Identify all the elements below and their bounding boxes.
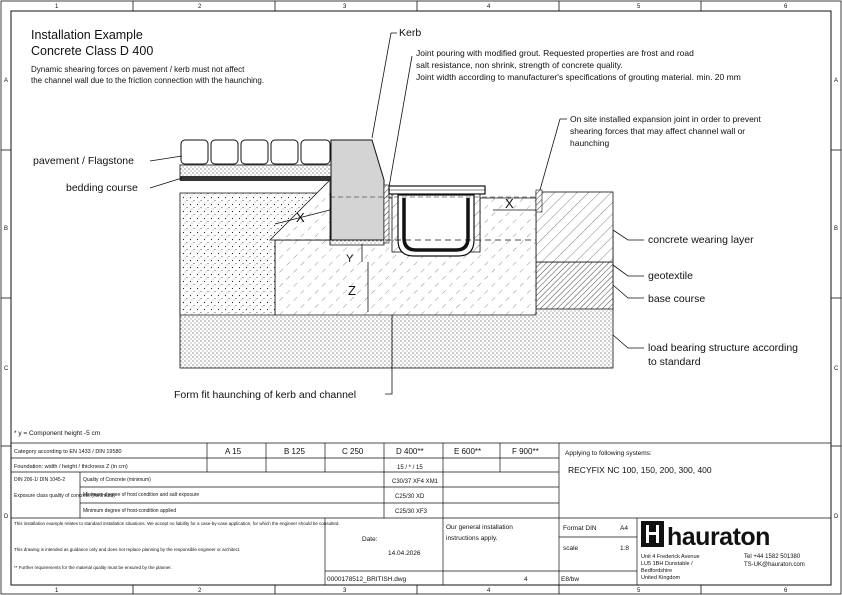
expansion-joint — [536, 190, 542, 212]
callout-haunching: Form fit haunching of kerb and channel — [174, 389, 357, 401]
footnote: * y = Component height -5 cm — [14, 430, 101, 437]
col-num-4-top: 4 — [487, 4, 491, 10]
base-course — [536, 262, 613, 309]
callout-expansion-line3: haunching — [570, 138, 610, 148]
callout-geotextile: geotextile — [648, 270, 693, 282]
edition-code: E8/bw — [561, 576, 580, 583]
quality-concrete-label: Quality of Concrete (minimum) — [83, 477, 151, 483]
row-letter-a-right: A — [834, 78, 839, 84]
row-letter-c-right: C — [834, 366, 839, 372]
general-instructions-line2: instructions apply. — [446, 535, 498, 542]
callout-base-course: base course — [648, 293, 706, 305]
joint-pouring — [384, 185, 389, 243]
dim-x-left: X — [296, 210, 305, 225]
col-num-4-bottom: 4 — [487, 588, 491, 594]
class-d400: D 400** — [396, 447, 424, 456]
col-num-2-bottom: 2 — [198, 588, 202, 594]
bedding-dark-band — [180, 176, 331, 181]
spec-row2-label: Foundation: width / height / thickness Z (in cm) — [14, 464, 128, 470]
value-row1: C30/37 XF4 XM1 — [392, 479, 439, 485]
callout-joint-line3: Joint width according to manufacturer's specifications of grouting material. min. 20 mm — [416, 72, 741, 82]
format-value: A4 — [620, 525, 628, 532]
col-num-2-top: 2 — [198, 4, 202, 10]
col-num-1-top: 1 — [55, 4, 59, 10]
class-f900: F 900** — [512, 447, 539, 456]
col-num-5-top: 5 — [637, 4, 641, 10]
exposure-label: Exposure class quality of concrete (minimum) — [14, 493, 115, 499]
email: TS-UK@hauraton.com — [744, 562, 805, 568]
phone: Tel +44 1582 501380 — [744, 554, 801, 560]
callout-kerb: Kerb — [399, 27, 422, 39]
header-note-line2: the channel wall due to the friction connection with the haunching. — [31, 76, 265, 85]
row-letter-d-right: D — [834, 514, 839, 520]
callout-joint-line1: Joint pouring with modified grout. Requested properties are frost and road — [416, 48, 694, 58]
col-num-1-bottom: 1 — [55, 588, 59, 594]
class-c250: C 250 — [342, 447, 364, 456]
disclaimer-1: This installation example relates to standard installation situations. We accept no liability for a case-by-case application, for which the engineer should be consulted. — [14, 521, 340, 526]
drawing-filename: 0000178512_BRITISH.dwg — [327, 576, 407, 583]
hauraton-logo-icon — [641, 521, 664, 547]
row-letter-c-left: C — [4, 366, 9, 372]
class-a15: A 15 — [225, 447, 242, 456]
value-row3: C25/30 XF3 — [395, 509, 428, 515]
din-label: DIN 206-1/ DIN 1045-2 — [14, 477, 66, 483]
spec-row1-label: Category according to EN 1433 / DIN 19580 — [14, 449, 122, 455]
col-num-6-top: 6 — [784, 4, 788, 10]
foundation-value: 15 / * / 15 — [397, 465, 423, 471]
class-e600: E 600** — [454, 447, 482, 456]
title-line1: Installation Example — [31, 28, 143, 42]
address-line1: Unit 4 Frederick Avenue — [641, 554, 700, 560]
callout-concrete-wearing: concrete wearing layer — [648, 234, 754, 246]
callout-expansion-line2: shearing forces that may affect channel wall or — [570, 126, 746, 136]
scale-value: 1:8 — [620, 545, 630, 552]
callout-joint-line2: salt resistance, non shrink, strength of concrete quality. — [416, 60, 623, 70]
col-num-5-bottom: 5 — [637, 588, 641, 594]
general-instructions-line1: Our general installation — [446, 524, 513, 531]
dim-z: Z — [348, 283, 356, 298]
format-label: Format DIN — [563, 525, 597, 532]
date-value: 14.04.2026 — [388, 550, 421, 557]
disclaimer-3: ** Further requirements for the material quality must be ensured by the planner. — [14, 565, 172, 570]
value-row2: C25/30 XD — [395, 494, 425, 500]
row-letter-a-left: A — [4, 78, 9, 84]
exposure-row1-label: Minimum degree of frost condition and salt exposure — [83, 492, 200, 498]
cross-section — [180, 140, 613, 368]
address-line3: Bedfordshire — [641, 568, 673, 574]
dim-y: Y — [346, 253, 354, 265]
applying-label: Applying to following systems: — [565, 450, 652, 457]
address-line4: United Kingdom — [641, 575, 681, 581]
concrete-wearing-layer — [536, 192, 613, 262]
col-num-3-top: 3 — [343, 4, 347, 10]
title-line2: Concrete Class D 400 — [31, 44, 154, 58]
callout-load-line1: load bearing structure according — [648, 342, 799, 354]
flagstones — [181, 140, 330, 164]
callout-bedding: bedding course — [66, 182, 138, 194]
callout-load-line2: to standard — [648, 356, 701, 368]
class-b125: B 125 — [284, 447, 305, 456]
col-num-3-bottom: 3 — [343, 588, 347, 594]
row-letter-d-left: D — [4, 514, 9, 520]
col-num-6-bottom: 6 — [784, 588, 788, 594]
kerb — [331, 140, 384, 240]
row-letter-b-left: B — [4, 226, 9, 232]
callout-pavement: pavement / Flagstone — [33, 155, 134, 167]
brand-name: hauraton — [667, 523, 770, 551]
scale-label: scale — [563, 545, 579, 552]
date-label: Date: — [362, 536, 378, 543]
header-note-line1: Dynamic shearing forces on pavement / kerb must not affect — [31, 65, 245, 74]
row-letter-b-right: B — [834, 226, 839, 232]
sheet-number: 4 — [524, 576, 528, 583]
dim-x-right: X — [505, 196, 514, 211]
address-line2: LU5 1BH Dunstable / — [641, 561, 693, 567]
systems-list: RECYFIX NC 100, 150, 200, 300, 400 — [568, 465, 712, 475]
disclaimer-2: This drawing is intended as guidance only and does not replace planning by the responsible engineer or architect. — [14, 547, 241, 552]
callout-expansion-line1: On site installed expansion joint in order to prevent — [570, 114, 761, 124]
exposure-row2-label: Minimum degree of frost-condition applied — [83, 508, 177, 514]
